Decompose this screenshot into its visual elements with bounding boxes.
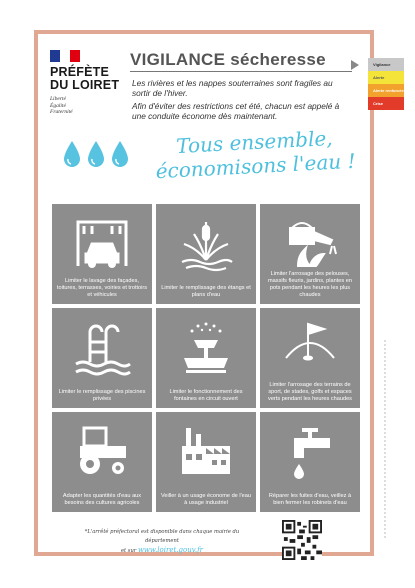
tip-caption: Réparer les fuites d'eau, veillez à bien fermer les robinets d'eau: [268, 493, 352, 506]
qr-code-icon[interactable]: [282, 520, 322, 560]
faucet-icon: [280, 422, 340, 480]
level-alerte-renforcee: Alerte renforcée: [368, 84, 404, 97]
tip-caption: Adapter les quantités d'eau aux besoins des cultures agricoles: [62, 493, 142, 506]
motto-egalite: Égalité: [50, 102, 66, 109]
level-crise: Crise: [368, 97, 404, 110]
water-drops: [62, 140, 130, 168]
republic-motto: [50, 96, 73, 116]
website-link[interactable]: www.loiret.gouv.fr: [137, 546, 204, 554]
page-title: VIGILANCE sécheresse: [130, 50, 326, 69]
tip-tile-faucet: [260, 412, 360, 512]
vigilance-levels: [368, 58, 404, 110]
french-flag-icon: [50, 50, 80, 62]
tip-tile-pool: [52, 308, 152, 408]
prefecture-name: PRÉFÈTE DU LOIRET: [50, 65, 120, 92]
car-wash-icon: [72, 214, 132, 272]
slogan: Tous ensemble, économisons l'eau !: [155, 125, 357, 184]
tip-tile-ponds: [156, 204, 256, 304]
tip-caption: Limiter le remplissage des piscines privées: [58, 389, 146, 402]
side-print-mark: [382, 340, 388, 540]
level-vigilance: Vigilance: [368, 58, 404, 71]
poster-frame: [34, 30, 404, 556]
pool-ladder-icon: [72, 318, 132, 376]
water-drop-icon: [62, 140, 82, 168]
fountain-icon: [176, 318, 236, 376]
tip-tile-sports: [260, 308, 360, 408]
tip-tile-agriculture: [52, 412, 152, 512]
tip-caption: Limiter le lavage des façades, toitures, terrasses, voiries et trottoirs et véhicules: [56, 278, 148, 298]
level-alerte: Alerte: [368, 71, 404, 84]
intro-paragraph-2: Afin d'éviter des restrictions cet été, chacun est appelé à une conduite économe dès maintenant.: [132, 101, 340, 121]
tip-tile-industry: [156, 412, 256, 512]
motto-fraternite: Fraternité: [50, 109, 73, 115]
golf-flag-icon: [280, 318, 340, 376]
intro-text: [132, 78, 342, 124]
tip-tile-fountain: [156, 308, 256, 408]
water-drop-icon: [86, 140, 106, 168]
water-drop-icon: [110, 140, 130, 168]
tip-tile-garden: [260, 204, 360, 304]
tip-caption: Limiter le remplissage des étangs et plans d'eau: [161, 285, 251, 298]
reeds-icon: [176, 214, 236, 272]
tips-grid: [52, 204, 358, 512]
tip-caption: Limiter le fonctionnement des fontaines en circuit ouvert: [169, 389, 243, 402]
motto-liberte: Liberté: [50, 96, 66, 102]
intro-paragraph-1: Les rivières et les nappes souterraines sont fragiles au sortir de l'hiver.: [132, 78, 333, 98]
footer-note-text: *L'arrêté préfectoral est disponible dans chaque mairie du département: [84, 529, 240, 544]
footer-site-prefix: et sur: [120, 548, 137, 554]
title-underline: [130, 71, 352, 72]
tip-caption: Limiter l'arrosage des terrains de sport, de stades, golfs et espaces verts pendant les heures chaudes: [268, 382, 352, 402]
watering-can-icon: [280, 214, 340, 272]
tractor-icon: [72, 422, 132, 480]
tip-caption: Limiter l'arrosage des pelouses, massifs fleuris, jardins, plantes en pots pendant les heures les plus chaudes: [268, 271, 352, 298]
level-pointer-icon: [351, 60, 359, 70]
factory-icon: [176, 422, 236, 480]
tip-tile-car-wash: [52, 204, 152, 304]
footer-note: [82, 528, 242, 556]
tip-caption: Veiller à un usage économe de l'eau à usage industriel: [160, 493, 251, 506]
